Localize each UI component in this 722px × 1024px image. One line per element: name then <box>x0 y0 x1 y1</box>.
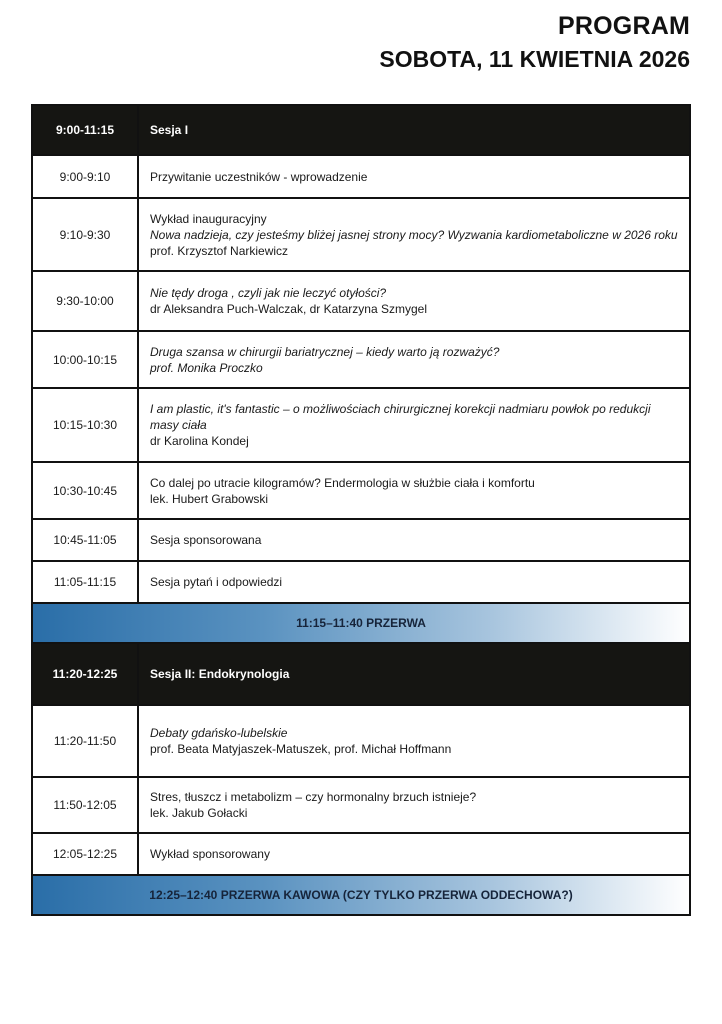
break-label: 11:15–11:40 PRZERWA <box>32 603 690 643</box>
row-time: 10:00-10:15 <box>32 331 138 388</box>
table-row <box>32 561 690 603</box>
session-header-row <box>32 105 690 155</box>
table-row <box>32 462 690 519</box>
table-row <box>32 331 690 388</box>
row-title: Wykład sponsorowany <box>150 847 270 861</box>
row-time: 10:15-10:30 <box>32 388 138 462</box>
row-title: Nie tędy droga , czyli jak nie leczyć otyłości? <box>150 286 387 300</box>
page-date: SOBOTA, 11 KWIETNIA 2026 <box>379 46 690 72</box>
table-row <box>32 833 690 875</box>
row-title: Sesja pytań i odpowiedzi <box>150 575 283 589</box>
break-label: 12:25–12:40 PRZERWA KAWOWA (CZY TYLKO PRZERWA ODDECHOWA?) <box>32 875 690 915</box>
row-content <box>138 271 690 331</box>
row-content <box>138 331 690 388</box>
row-title: Stres, tłuszcz i metabolizm – czy hormonalny brzuch istnieje? <box>150 790 477 804</box>
session-header-row <box>32 643 690 705</box>
session-title: Sesja I <box>138 105 690 155</box>
row-speaker: prof. Monika Proczko <box>150 360 263 375</box>
row-title: Sesja sponsorowana <box>150 533 262 547</box>
session-time: 9:00-11:15 <box>32 105 138 155</box>
row-time: 9:00-9:10 <box>32 155 138 198</box>
page-title: PROGRAM <box>558 12 690 40</box>
row-time: 11:50-12:05 <box>32 777 138 833</box>
row-title: Nowa nadzieja, czy jesteśmy bliżej jasnej strony mocy? Wyzwania kardiometaboliczne w 2026 roku <box>150 227 678 242</box>
row-speaker: lek. Hubert Grabowski <box>150 491 269 506</box>
table-row <box>32 388 690 462</box>
row-content <box>138 833 690 875</box>
table-row <box>32 198 690 271</box>
row-time: 10:45-11:05 <box>32 519 138 561</box>
row-time: 9:10-9:30 <box>32 198 138 271</box>
row-speaker: prof. Krzysztof Narkiewicz <box>150 243 289 258</box>
row-content <box>138 198 690 271</box>
row-speaker: dr Karolina Kondej <box>150 434 249 448</box>
row-speaker: prof. Beata Matyjaszek-Matuszek, prof. Michał Hoffmann <box>150 742 452 756</box>
row-time: 11:05-11:15 <box>32 561 138 603</box>
row-content <box>138 519 690 561</box>
row-speaker: lek. Jakub Gołacki <box>150 806 248 820</box>
table-row <box>32 519 690 561</box>
table-row <box>32 777 690 833</box>
row-content <box>138 462 690 519</box>
session-title: Sesja II: Endokrynologia <box>138 643 690 705</box>
row-content <box>138 705 690 777</box>
row-time: 12:05-12:25 <box>32 833 138 875</box>
row-time: 9:30-10:00 <box>32 271 138 331</box>
table-row <box>32 271 690 331</box>
row-time: 11:20-11:50 <box>32 705 138 777</box>
row-title: I am plastic, it's fantastic – o możliwościach chirurgicznej korekcji nadmiaru powłok po redukcji masy ciała <box>150 402 651 432</box>
row-title: Debaty gdańsko-lubelskie <box>150 726 288 740</box>
row-title: Przywitanie uczestników - wprowadzenie <box>150 169 368 184</box>
session-time: 11:20-12:25 <box>32 643 138 705</box>
row-content <box>138 561 690 603</box>
row-title: Co dalej po utracie kilogramów? Endermologia w służbie ciała i komfortu <box>150 475 535 490</box>
break-row <box>32 603 690 643</box>
row-content <box>138 777 690 833</box>
row-speaker: dr Aleksandra Puch-Walczak, dr Katarzyna Szmygel <box>150 302 428 316</box>
page-header <box>379 10 690 74</box>
table-row <box>32 155 690 198</box>
row-label: Wykład inauguracyjny <box>150 211 267 226</box>
row-time: 10:30-10:45 <box>32 462 138 519</box>
break-row <box>32 875 690 915</box>
row-content <box>138 388 690 462</box>
program-table <box>31 104 691 916</box>
row-content <box>138 155 690 198</box>
table-row <box>32 705 690 777</box>
row-title: Druga szansa w chirurgii bariatrycznej – kiedy warto ją rozważyć? <box>150 344 500 359</box>
